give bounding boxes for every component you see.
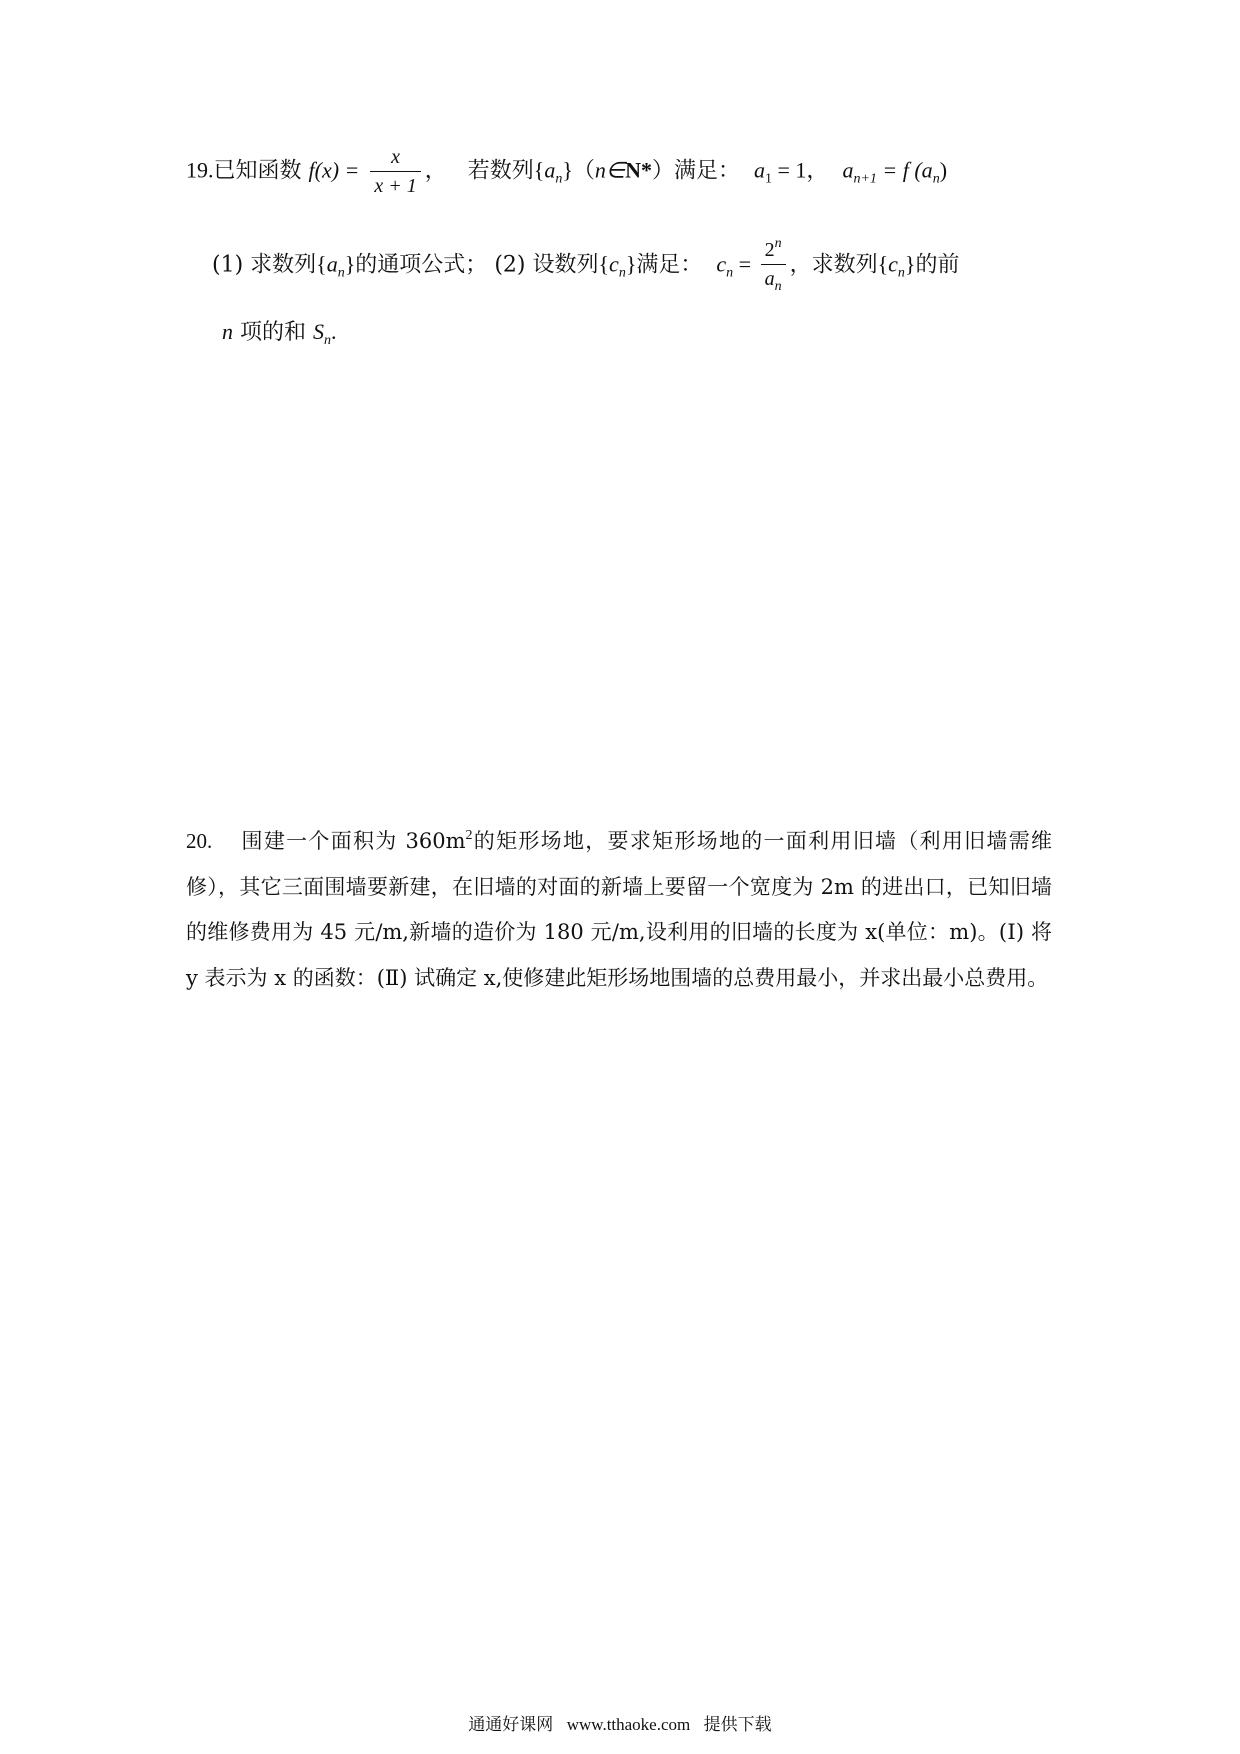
q19-p2-brace-close: } (625, 251, 637, 277)
q19-cn-num-sup: n (774, 236, 782, 251)
q19-f-lhs: f(x) = (308, 157, 360, 183)
q19-a1-sub: 1 (765, 171, 773, 187)
q19-cn-fraction (761, 230, 786, 301)
q20-text-b: 的矩形场地，要求矩形场地的一面利用旧墙（利用旧墙需维修），其它三面围墙要新建，在旧墙的对面的新墙上要留一个宽度为 2m 的进出口，已知旧墙的维修费用为 45 元/m,新墙的造价为 180 元/m,设利用的旧墙的长度为 x(单位：m)。(Ⅰ) 将 y 表示为 x 的函数：(Ⅱ) 试确定 x,使修建此矩形场地围墙的总费用最小，并求出最小总费用。 (186, 829, 1052, 990)
q19-line3-text: 项的和 (233, 320, 313, 345)
q19-frac-denominator: x + 1 (374, 175, 417, 197)
q19-an1-rhs-sub: n (932, 171, 940, 187)
q19-intro: 已知函数 (213, 158, 302, 184)
q19-part2-ask: ，求数列 (789, 252, 878, 278)
q19-part1: (1) 求数列 (212, 252, 317, 278)
q19-seq-a: a (544, 157, 556, 183)
q19-cn-den-base: a (764, 268, 775, 290)
q19-cn-sub: n (726, 265, 734, 281)
q19-fraction (370, 143, 420, 200)
q19-paren-open: （ (572, 158, 595, 184)
q19-p2b-c: c (888, 251, 898, 277)
q19-a1-rhs: = 1， (772, 157, 829, 183)
q19-S-sub: n (324, 333, 331, 348)
q19-an1: a (842, 157, 854, 183)
q19-brace-open: { (533, 157, 545, 183)
q19-p1-a-sub: n (337, 265, 345, 281)
footer-right: 提供下载 (703, 1715, 772, 1735)
q19-cn-num-base: 2 (764, 239, 775, 261)
footer-site: www.tthaoke.com (566, 1715, 691, 1734)
q19-cn-den-sub: n (774, 279, 782, 294)
q19-p2-c: c (609, 251, 619, 277)
q19-line3-n: n (222, 319, 233, 344)
q19-p1-brace-open: { (316, 251, 327, 277)
q19-N-star: N* (625, 157, 652, 183)
q19-p2b-c-sub: n (897, 265, 905, 281)
q19-satisfy: 满足： (674, 158, 741, 184)
q19-p2-brace-open: { (598, 251, 610, 277)
q19-p2b-brace-open: { (877, 251, 889, 277)
q19-line-3 (222, 317, 337, 356)
q19-seq-sub: n (555, 171, 563, 187)
q19-p1-a: a (326, 251, 338, 277)
q19-number: 19. (186, 157, 214, 183)
q20-text-a: 围建一个面积为 360m (240, 829, 466, 853)
page-footer (0, 1710, 1240, 1735)
footer-left: 通通好课网 (468, 1715, 554, 1735)
q19-comma: ， (424, 158, 447, 184)
q19-seq-text: 若数列 (467, 158, 534, 184)
q19-paren-close: ） (651, 158, 674, 184)
q19-line3-end: . (331, 319, 337, 344)
q19-an1-close: ) (939, 157, 948, 183)
q19-p1-brace-close: } (344, 251, 356, 277)
q19-cn-numerator (761, 230, 786, 265)
q19-part2: (2) 设数列 (494, 252, 599, 278)
q19-an1-rhs: = f (a (876, 157, 933, 183)
q20-number: 20. (186, 829, 213, 853)
q19-part2-end: 的前 (915, 252, 960, 278)
q19-cn: c (716, 251, 727, 277)
q19-a1: a (754, 157, 766, 183)
q19-p2b-brace-close: } (904, 251, 916, 277)
q19-cn-denominator (761, 265, 786, 301)
q19-S: S (313, 319, 324, 344)
q19-cn-eq: = (733, 251, 757, 277)
q20-paragraph (186, 813, 1052, 1001)
q19-brace-close: } (562, 157, 573, 183)
q19-line-1 (186, 143, 947, 200)
q19-frac-numerator: x (370, 143, 420, 172)
q19-p2-c-sub: n (618, 265, 626, 281)
q19-an1-sub: n+1 (853, 171, 877, 187)
q19-part1-tail: 的通项公式； (355, 252, 488, 278)
q19-part2-mid: 满足： (636, 252, 703, 278)
q19-line-2 (212, 230, 960, 301)
q20-sup: 2 (465, 828, 473, 843)
q19-n-in: n∈ (594, 157, 626, 183)
